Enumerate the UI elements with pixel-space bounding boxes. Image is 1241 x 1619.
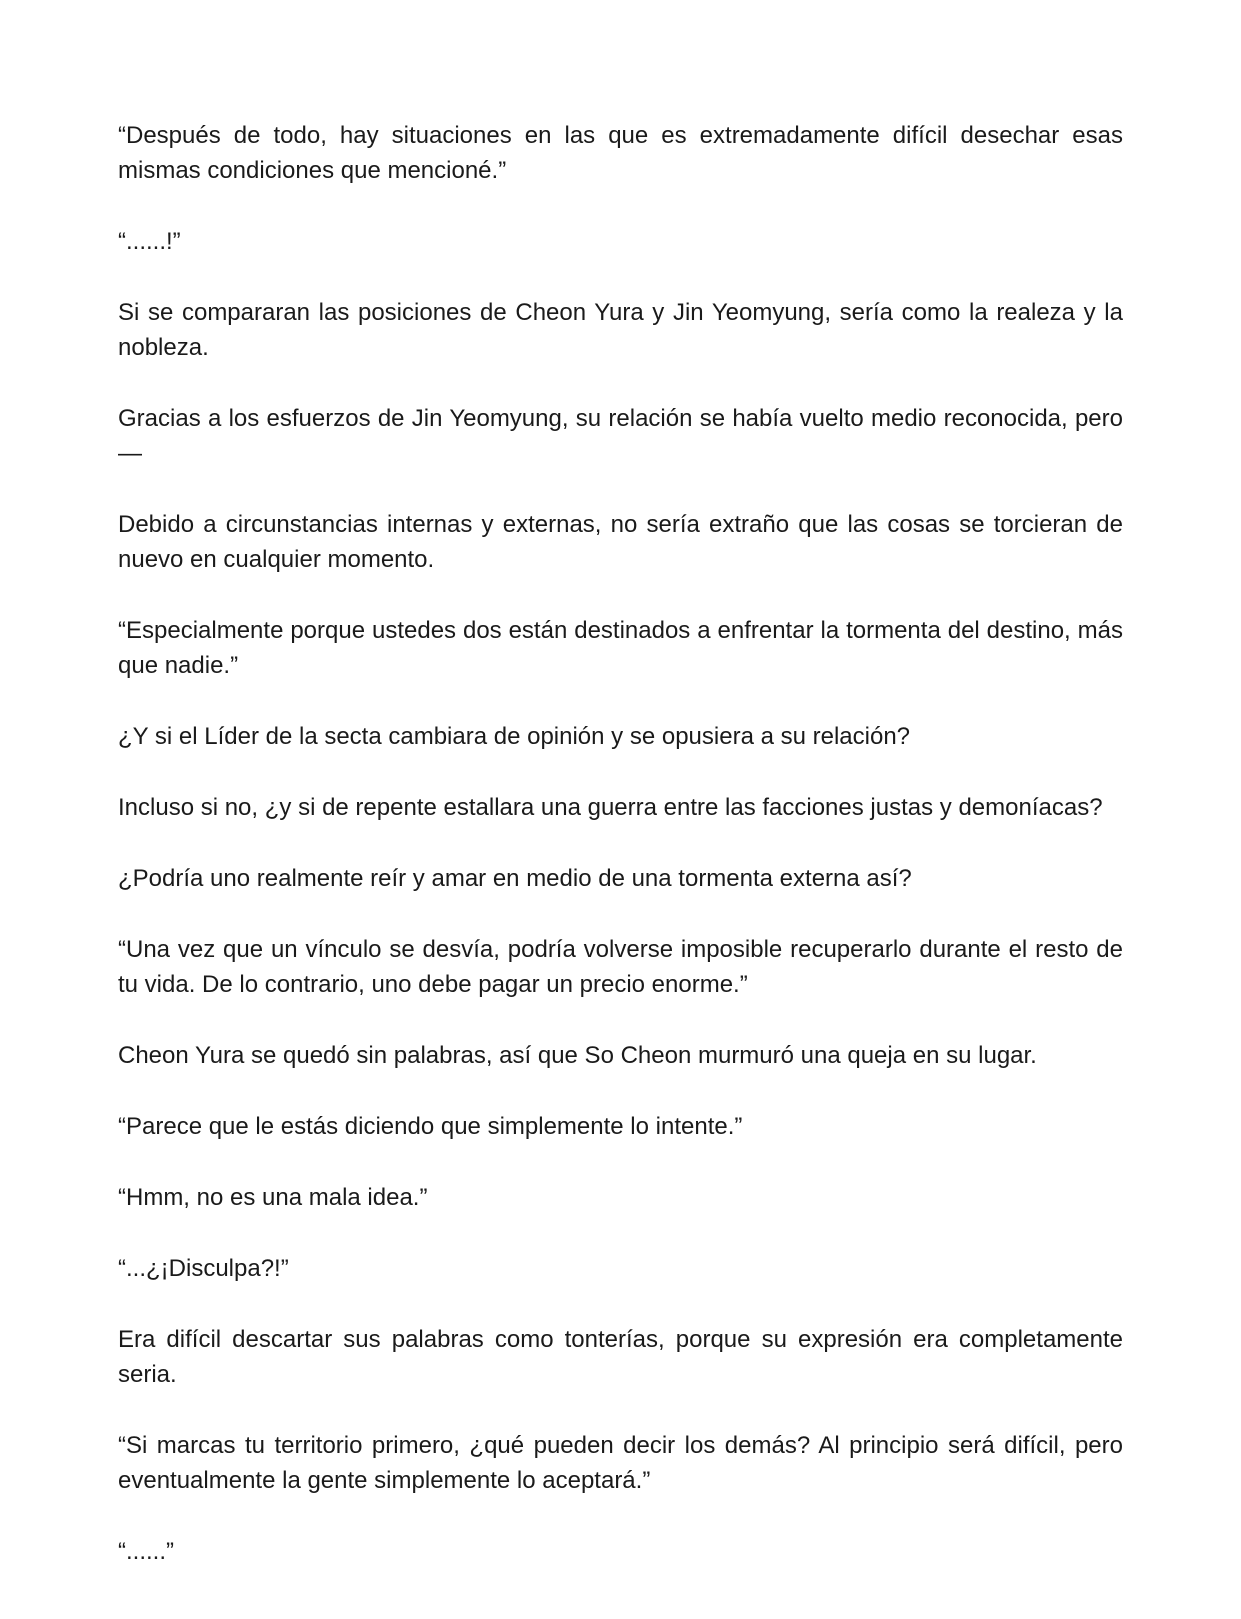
paragraph: “Después de todo, hay situaciones en las que es extremadamente difícil desechar esas mismas condiciones que mencioné.” (118, 122, 1123, 184)
paragraph: “Especialmente porque ustedes dos están destinados a enfrentar la tormenta del destino, más que nadie.” (118, 617, 1123, 679)
paragraph: “Parece que le estás diciendo que simplemente lo intente.” (118, 1113, 743, 1140)
paragraph: Incluso si no, ¿y si de repente estallara una guerra entre las facciones justas y demoníacas? (118, 794, 1103, 821)
paragraph: “......” (118, 1538, 174, 1565)
paragraph: Si se compararan las posiciones de Cheon Yura y Jin Yeomyung, sería como la realeza y la nobleza. (118, 299, 1123, 361)
paragraph: “...¿¡Disculpa?!” (118, 1255, 289, 1282)
paragraph: ¿Podría uno realmente reír y amar en medio de una tormenta externa así? (118, 865, 912, 892)
paragraph: Debido a circunstancias internas y externas, no sería extraño que las cosas se torcieran de nuevo en cualquier momento. (118, 511, 1123, 573)
paragraph: “Hmm, no es una mala idea.” (118, 1184, 428, 1211)
paragraph: Gracias a los esfuerzos de Jin Yeomyung, su relación se había vuelto medio reconocida, pero— (118, 405, 1123, 467)
body-text (118, 118, 1123, 1605)
paragraph: “Una vez que un vínculo se desvía, podría volverse imposible recuperarlo durante el resto de tu vida. De lo contrario, uno debe pagar un precio enorme.” (118, 936, 1123, 998)
paragraph: ¿Y si el Líder de la secta cambiara de opinión y se opusiera a su relación? (118, 723, 911, 750)
paragraph: Cheon Yura se quedó sin palabras, así que So Cheon murmuró una queja en su lugar. (118, 1042, 1037, 1069)
paragraph: “......!” (118, 228, 181, 255)
paragraph: Era difícil descartar sus palabras como tonterías, porque su expresión era completamente seria. (118, 1326, 1123, 1388)
paragraph: “Si marcas tu territorio primero, ¿qué pueden decir los demás? Al principio será difícil, pero eventualmente la gente simplemente lo aceptará.” (118, 1432, 1123, 1494)
